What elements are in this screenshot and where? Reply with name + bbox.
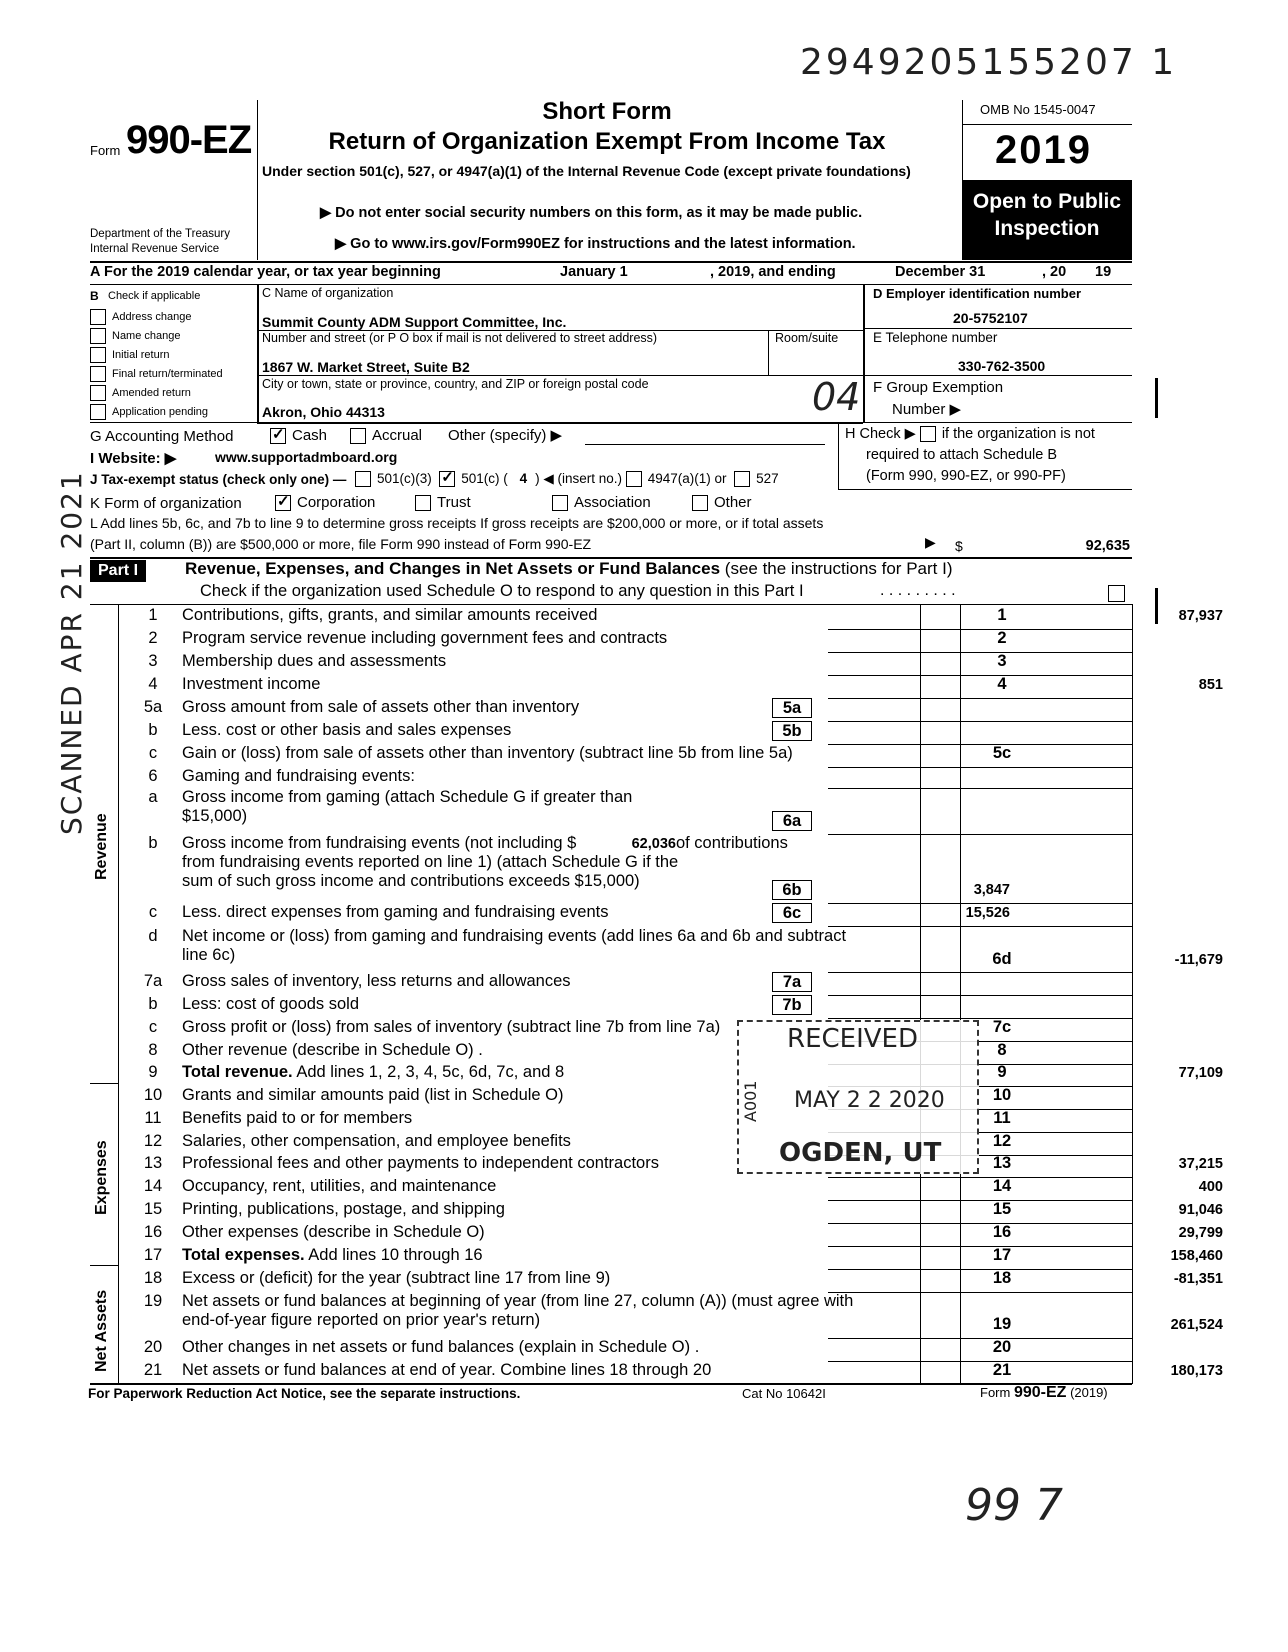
city-label: City or town, state or province, country, and ZIP or foreign postal code (262, 377, 649, 391)
line-ref: 9 (997, 1063, 1007, 1081)
line-1 (92, 629, 1222, 652)
received-stamp (737, 1020, 979, 1174)
trust-option[interactable]: Trust (415, 494, 471, 511)
amended-return-checkbox[interactable] (90, 385, 106, 401)
form-label: Form (90, 143, 121, 158)
line-number: b (148, 834, 158, 852)
line-number: 1 (148, 606, 158, 624)
cash-option[interactable]: ✓ Cash (270, 427, 327, 444)
line-number: c (148, 903, 158, 921)
line-number: 16 (143, 1223, 163, 1241)
line-ref: 3 (997, 652, 1007, 670)
line-description: Salaries, other compensation, and employee benefits (182, 1132, 571, 1150)
application-pending-option[interactable]: Application pending (90, 403, 223, 422)
line-number: 17 (143, 1246, 163, 1264)
line-number: 2 (148, 629, 158, 647)
initial-return-option[interactable]: Initial return (90, 346, 223, 365)
expenses-side-label: Expenses (93, 1140, 110, 1215)
tax-year-end-yy[interactable]: 19 (1095, 264, 1112, 280)
501c-option[interactable]: ✓ 501(c) ( (439, 471, 508, 486)
section-f-label: F Group Exemption (873, 379, 1004, 396)
line-description: Printing, publications, postage, and shipping (182, 1200, 505, 1218)
line-ref: 16 (992, 1223, 1012, 1241)
accrual-option[interactable]: Accrual (350, 427, 422, 444)
line-number: 19 (143, 1292, 163, 1310)
line-0 (92, 606, 1222, 629)
line-ref: 4 (997, 675, 1007, 693)
line-number: 7a (143, 972, 163, 990)
line-28 (92, 1361, 1222, 1384)
scanned-stamp: SCANNED APR 21 2021 (55, 470, 88, 835)
amended-return-option[interactable]: Amended return (90, 384, 223, 403)
trust-checkbox[interactable] (415, 495, 431, 511)
form-number: 990-EZ (126, 118, 252, 162)
line-number: 3 (148, 652, 158, 670)
line-amount[interactable]: 400 (1198, 1179, 1223, 1195)
line-description: Investment income (182, 675, 321, 693)
section-e-label: E Telephone number (873, 330, 998, 345)
catalog-number: Cat No 10642I (742, 1386, 826, 1401)
revenue-side-label: Revenue (93, 813, 110, 880)
line-description: Total expenses. Add lines 10 through 16 (182, 1246, 483, 1264)
line-description: Benefits paid to or for members (182, 1109, 413, 1127)
section-b-letter: B (90, 289, 99, 303)
line-ref: 1 (997, 606, 1007, 624)
line-l-text1: L Add lines 5b, 6c, and 7b to line 9 to determine gross receipts If gross receipts are $200,000 or more, or if total assets (90, 515, 824, 531)
line-18 (92, 1109, 1222, 1132)
line-a-label: A For the 2019 calendar year, or tax year beginning (90, 264, 441, 280)
received-title: RECEIVED (787, 1024, 918, 1054)
association-checkbox[interactable] (552, 495, 568, 511)
inner-line-ref: 6c (772, 903, 812, 923)
line-description: Gross profit or (loss) from sales of inventory (subtract line 7b from line 7a) (182, 1018, 721, 1036)
city-state-zip[interactable]: Akron, Ohio 44313 (262, 404, 385, 420)
street-label: Number and street (or P O box if mail is not delivered to street address) (262, 331, 658, 345)
line-number: 6 (148, 767, 158, 785)
line-ref: 11 (993, 1109, 1011, 1127)
section-b-title: Check if applicable (108, 290, 201, 302)
other-org-checkbox[interactable] (692, 495, 708, 511)
part-i-tag: Part I (90, 560, 146, 582)
line-number: 4 (148, 675, 158, 693)
employer-id-number[interactable]: 20-5752107 (953, 310, 1028, 326)
line-amount[interactable]: 37,215 (1178, 1156, 1223, 1172)
line-25 (92, 1269, 1222, 1292)
line-number: 14 (143, 1177, 163, 1195)
line-3 (92, 675, 1222, 698)
department-label: Department of the Treasury (90, 228, 230, 240)
line-ref: 6d (992, 950, 1012, 968)
line-description: Excess or (deficit) for the year (subtract line 17 from line 9) (182, 1269, 611, 1287)
line-description: Gross income from fundraising events (not including $ 62,036of contributions from fundraising events reported on line 1) (attach Schedule G if the sum of such gross income and contributions exceeds $15,000) (182, 834, 788, 890)
part-i-title: Revenue, Expenses, and Changes in Net Assets or Fund Balances (see the instructions for Part I) (185, 559, 953, 578)
line-ref: 2 (997, 629, 1007, 647)
line-14 (92, 1018, 1222, 1041)
line-number: 11 (144, 1109, 162, 1127)
line-description: Grants and similar amounts paid (list in Schedule O) (182, 1086, 564, 1104)
net-assets-side-label: Net Assets (93, 1289, 110, 1372)
line-ref: 15 (992, 1200, 1012, 1218)
line-number: a (148, 788, 158, 806)
schedule-b-line2: required to attach Schedule B (866, 447, 1058, 463)
line-26 (92, 1292, 1222, 1338)
inner-line-amount[interactable]: 3,847 (973, 882, 1010, 898)
line-10 (92, 903, 1222, 926)
line-amount[interactable]: 180,173 (1170, 1363, 1223, 1379)
form-title: Return of Organization Exempt From Income Tax (328, 128, 886, 155)
schedule-o-checkbox[interactable] (1108, 585, 1125, 602)
line-description: Membership dues and assessments (182, 652, 447, 670)
line-l-dollar: $ (955, 538, 963, 554)
line-number: c (148, 744, 158, 762)
open-public-line1: Open to Public (972, 190, 1122, 213)
inner-line-ref: 5b (772, 721, 812, 741)
address-change-option[interactable]: Address change (90, 308, 223, 327)
section-d-label: D Employer identification number (873, 286, 1082, 301)
line-description: Professional fees and other payments to independent contractors (182, 1154, 659, 1172)
4947-option[interactable]: 4947(a)(1) or (626, 471, 727, 486)
ssn-warning: ▶ Do not enter social security numbers on this form, as it may be made public. (320, 205, 863, 221)
organization-name[interactable]: Summit County ADM Support Committee, Inc. (262, 314, 567, 330)
tax-year-begin[interactable]: January 1 (560, 264, 628, 280)
inner-line-ref: 7b (772, 995, 812, 1015)
footer-notice: For Paperwork Reduction Act Notice, see the separate instructions. (88, 1386, 521, 1401)
final-return-option[interactable]: Final return/terminated (90, 365, 223, 384)
line-description: Net assets or fund balances at end of year. Combine lines 18 through 20 (182, 1361, 712, 1379)
line-19 (92, 1132, 1222, 1155)
line-8 (92, 788, 1222, 834)
line-description: Contributions, gifts, grants, and similar amounts received (182, 606, 598, 624)
line-ref: 18 (992, 1269, 1012, 1287)
line-number: 20 (143, 1338, 163, 1356)
tax-year-end[interactable]: December 31 (895, 264, 986, 280)
line-11 (92, 927, 1222, 972)
handwritten-bottom-note: 99 7 (965, 1480, 1063, 1531)
room-suite-label: Room/suite (775, 331, 839, 345)
527-option[interactable]: 527 (734, 471, 779, 486)
501c-checkbox[interactable] (439, 471, 455, 487)
line-number: d (148, 927, 158, 945)
tax-year: 2019 (995, 128, 1092, 172)
line-number: 21 (143, 1361, 163, 1379)
telephone-number[interactable]: 330-762-3500 (958, 358, 1046, 374)
line-description: Less. cost or other basis and sales expenses (182, 721, 512, 739)
group-exemption-number-label: Number ▶ (892, 401, 962, 418)
line-description: Occupancy, rent, utilities, and maintenance (182, 1177, 497, 1195)
line-24 (92, 1246, 1222, 1269)
line-ref: 19 (992, 1315, 1012, 1333)
line-15 (92, 1041, 1222, 1064)
501c3-checkbox[interactable] (355, 471, 371, 487)
line-number: 10 (143, 1086, 163, 1104)
line-l-arrow: ▶ (925, 534, 936, 550)
line-amount[interactable]: 851 (1198, 677, 1223, 693)
schedule-b-line3: (Form 990, 990-EZ, or 990-PF) (866, 468, 1066, 484)
initial-return-checkbox[interactable] (90, 347, 106, 363)
application-pending-checkbox[interactable] (90, 404, 106, 420)
line-ref: 14 (992, 1177, 1012, 1195)
inner-line-ref: 5a (772, 698, 812, 718)
association-option[interactable]: Association (552, 494, 651, 511)
line-a-twenty: , 20 (1042, 264, 1067, 280)
line-12 (92, 972, 1222, 995)
line-20 (92, 1154, 1222, 1177)
line-number: 15 (143, 1200, 163, 1218)
line-ref: 21 (992, 1361, 1012, 1379)
501c3-option[interactable]: 501(c)(3) (355, 471, 432, 486)
line-ref: 8 (997, 1041, 1007, 1059)
line-l-text2: (Part II, column (B)) are $500,000 or more, file Form 990 instead of Form 990-EZ (90, 536, 592, 552)
schedule-b-check[interactable]: H Check ▶ if the organization is not (845, 426, 1095, 442)
inner-line-amount[interactable]: 15,526 (965, 905, 1010, 921)
accounting-method-label: G Accounting Method (90, 428, 234, 445)
fundraising-contributions-amount[interactable]: 62,036 (631, 836, 676, 852)
gross-receipts-value[interactable]: 92,635 (1085, 538, 1130, 554)
line-ref: 7c (992, 1018, 1012, 1036)
line-number: 18 (143, 1269, 163, 1287)
line-number: 9 (148, 1063, 158, 1081)
line-description: Gain or (loss) from sale of assets other than inventory (subtract line 5b from line 5a) (182, 744, 793, 762)
line-ref: 5c (992, 744, 1012, 762)
line-description: Other changes in net assets or fund balances (explain in Schedule O) . (182, 1338, 700, 1356)
line-number: 8 (148, 1041, 158, 1059)
line-number: 5a (143, 698, 163, 716)
handwritten-note-04: 04 (812, 375, 861, 419)
line-description: Gross sales of inventory, less returns and allowances (182, 972, 571, 990)
form-title-short: Short Form (542, 98, 672, 125)
website-label: I Website: ▶ (90, 450, 177, 467)
document-locator-number: 2949205155207 1 (800, 42, 1178, 83)
insert-no-label: ) ◀ (insert no.) (535, 471, 622, 486)
tax-exempt-status-options (355, 471, 779, 487)
corporation-option[interactable]: ✓ Corporation (275, 494, 375, 511)
line-2 (92, 652, 1222, 675)
line-ref: 12 (992, 1132, 1012, 1150)
line-description: Less. direct expenses from gaming and fundraising events (182, 903, 609, 921)
line-amount[interactable]: 87,937 (1178, 608, 1223, 624)
line-22 (92, 1200, 1222, 1223)
other-method-label: Other (specify) ▶ (448, 427, 563, 444)
line-description: Gaming and fundraising events: (182, 767, 415, 785)
street-address[interactable]: 1867 W. Market Street, Suite B2 (262, 359, 470, 375)
line-description: Net income or (loss) from gaming and fundraising events (add lines 6a and 6b and subtract line 6c) (182, 927, 847, 964)
line-amount[interactable]: 29,799 (1178, 1225, 1223, 1241)
line-a-mid: , 2019, and ending (710, 264, 836, 280)
line-amount[interactable]: 77,109 (1178, 1065, 1223, 1081)
4947-checkbox[interactable] (626, 471, 642, 487)
line-27 (92, 1338, 1222, 1361)
name-change-option[interactable]: Name change (90, 327, 223, 346)
line-17 (92, 1086, 1222, 1109)
footer-form: Form 990-EZ (2019) (980, 1384, 1108, 1401)
501c-insert-number[interactable]: 4 (519, 471, 528, 486)
corporation-checkbox[interactable] (275, 495, 291, 511)
line-description: Net assets or fund balances at beginning of year (from line 27, column (A)) (must agree with end-of-year figure reported on prior year's return) (182, 1292, 854, 1329)
line-4 (92, 698, 1222, 721)
address-change-checkbox[interactable] (90, 309, 106, 325)
inner-line-ref: 6a (772, 811, 812, 831)
final-return-checkbox[interactable] (90, 366, 106, 382)
line-9 (92, 834, 1222, 903)
received-date: MAY 2 2 2020 (794, 1088, 945, 1113)
line-amount[interactable]: -81,351 (1173, 1271, 1223, 1287)
website-url[interactable]: www.supportadmboard.org (215, 449, 398, 465)
tax-exempt-status-label: J Tax-exempt status (check only one) — (90, 472, 347, 487)
line-number: b (148, 995, 158, 1013)
line-13 (92, 995, 1222, 1018)
line-number: c (148, 1018, 158, 1036)
other-org-option[interactable]: Other (692, 494, 752, 511)
received-code: A001 (741, 1080, 760, 1122)
line-ref: 10 (992, 1086, 1012, 1104)
section-c-label: C Name of organization (262, 286, 394, 300)
line-description: Less: cost of goods sold (182, 995, 360, 1013)
line-ref: 13 (992, 1154, 1012, 1172)
line-description: Gross income from gaming (attach Schedule G if greater than $15,000) (182, 788, 633, 825)
received-city: OGDEN, UT (779, 1138, 942, 1168)
cash-checkbox[interactable] (270, 428, 286, 444)
line-16 (92, 1063, 1222, 1086)
line-number: 12 (143, 1132, 163, 1150)
inner-line-ref: 7a (772, 972, 812, 992)
line-number: b (148, 721, 158, 739)
line-amount[interactable]: 261,524 (1170, 1317, 1223, 1333)
line-description: Program service revenue including government fees and contracts (182, 629, 668, 647)
line-amount[interactable]: -11,679 (1174, 952, 1223, 968)
schedule-o-check-text: Check if the organization used Schedule O to respond to any question in this Part I (200, 582, 804, 600)
applicable-checklist (90, 308, 223, 422)
line-number: 13 (143, 1154, 163, 1172)
line-amount[interactable]: 158,460 (1170, 1248, 1223, 1264)
name-change-checkbox[interactable] (90, 328, 106, 344)
line-ref: 17 (992, 1246, 1012, 1264)
line-amount[interactable]: 91,046 (1178, 1202, 1223, 1218)
line-description: Total revenue. Add lines 1, 2, 3, 4, 5c, 6d, 7c, and 8 (182, 1063, 565, 1081)
irs-label: Internal Revenue Service (90, 243, 220, 255)
527-checkbox[interactable] (734, 471, 750, 487)
form-of-organization-label: K Form of organization (90, 495, 242, 512)
line-7 (92, 767, 1222, 788)
open-public-line2: Inspection (994, 217, 1100, 240)
schedule-b-checkbox[interactable] (920, 426, 936, 442)
line-23 (92, 1223, 1222, 1246)
line-21 (92, 1177, 1222, 1200)
line-5 (92, 721, 1222, 744)
accrual-checkbox[interactable] (350, 428, 366, 444)
schedule-o-dots: . . . . . . . . . (880, 582, 956, 599)
line-description: Other expenses (describe in Schedule O) (182, 1223, 485, 1241)
inner-line-ref: 6b (772, 880, 812, 900)
form-subtitle: Under section 501(c), 527, or 4947(a)(1) of the Internal Revenue Code (except private foundations) (262, 163, 911, 179)
open-public-badge (962, 180, 1132, 260)
line-description: Gross amount from sale of assets other than inventory (182, 698, 580, 716)
line-6 (92, 744, 1222, 767)
line-description: Other revenue (describe in Schedule O) . (182, 1041, 483, 1059)
omb-number: OMB No 1545-0047 (980, 102, 1096, 117)
line-ref: 20 (992, 1338, 1012, 1356)
instructions-link[interactable]: ▶ Go to www.irs.gov/Form990EZ for instructions and the latest information. (335, 236, 856, 252)
